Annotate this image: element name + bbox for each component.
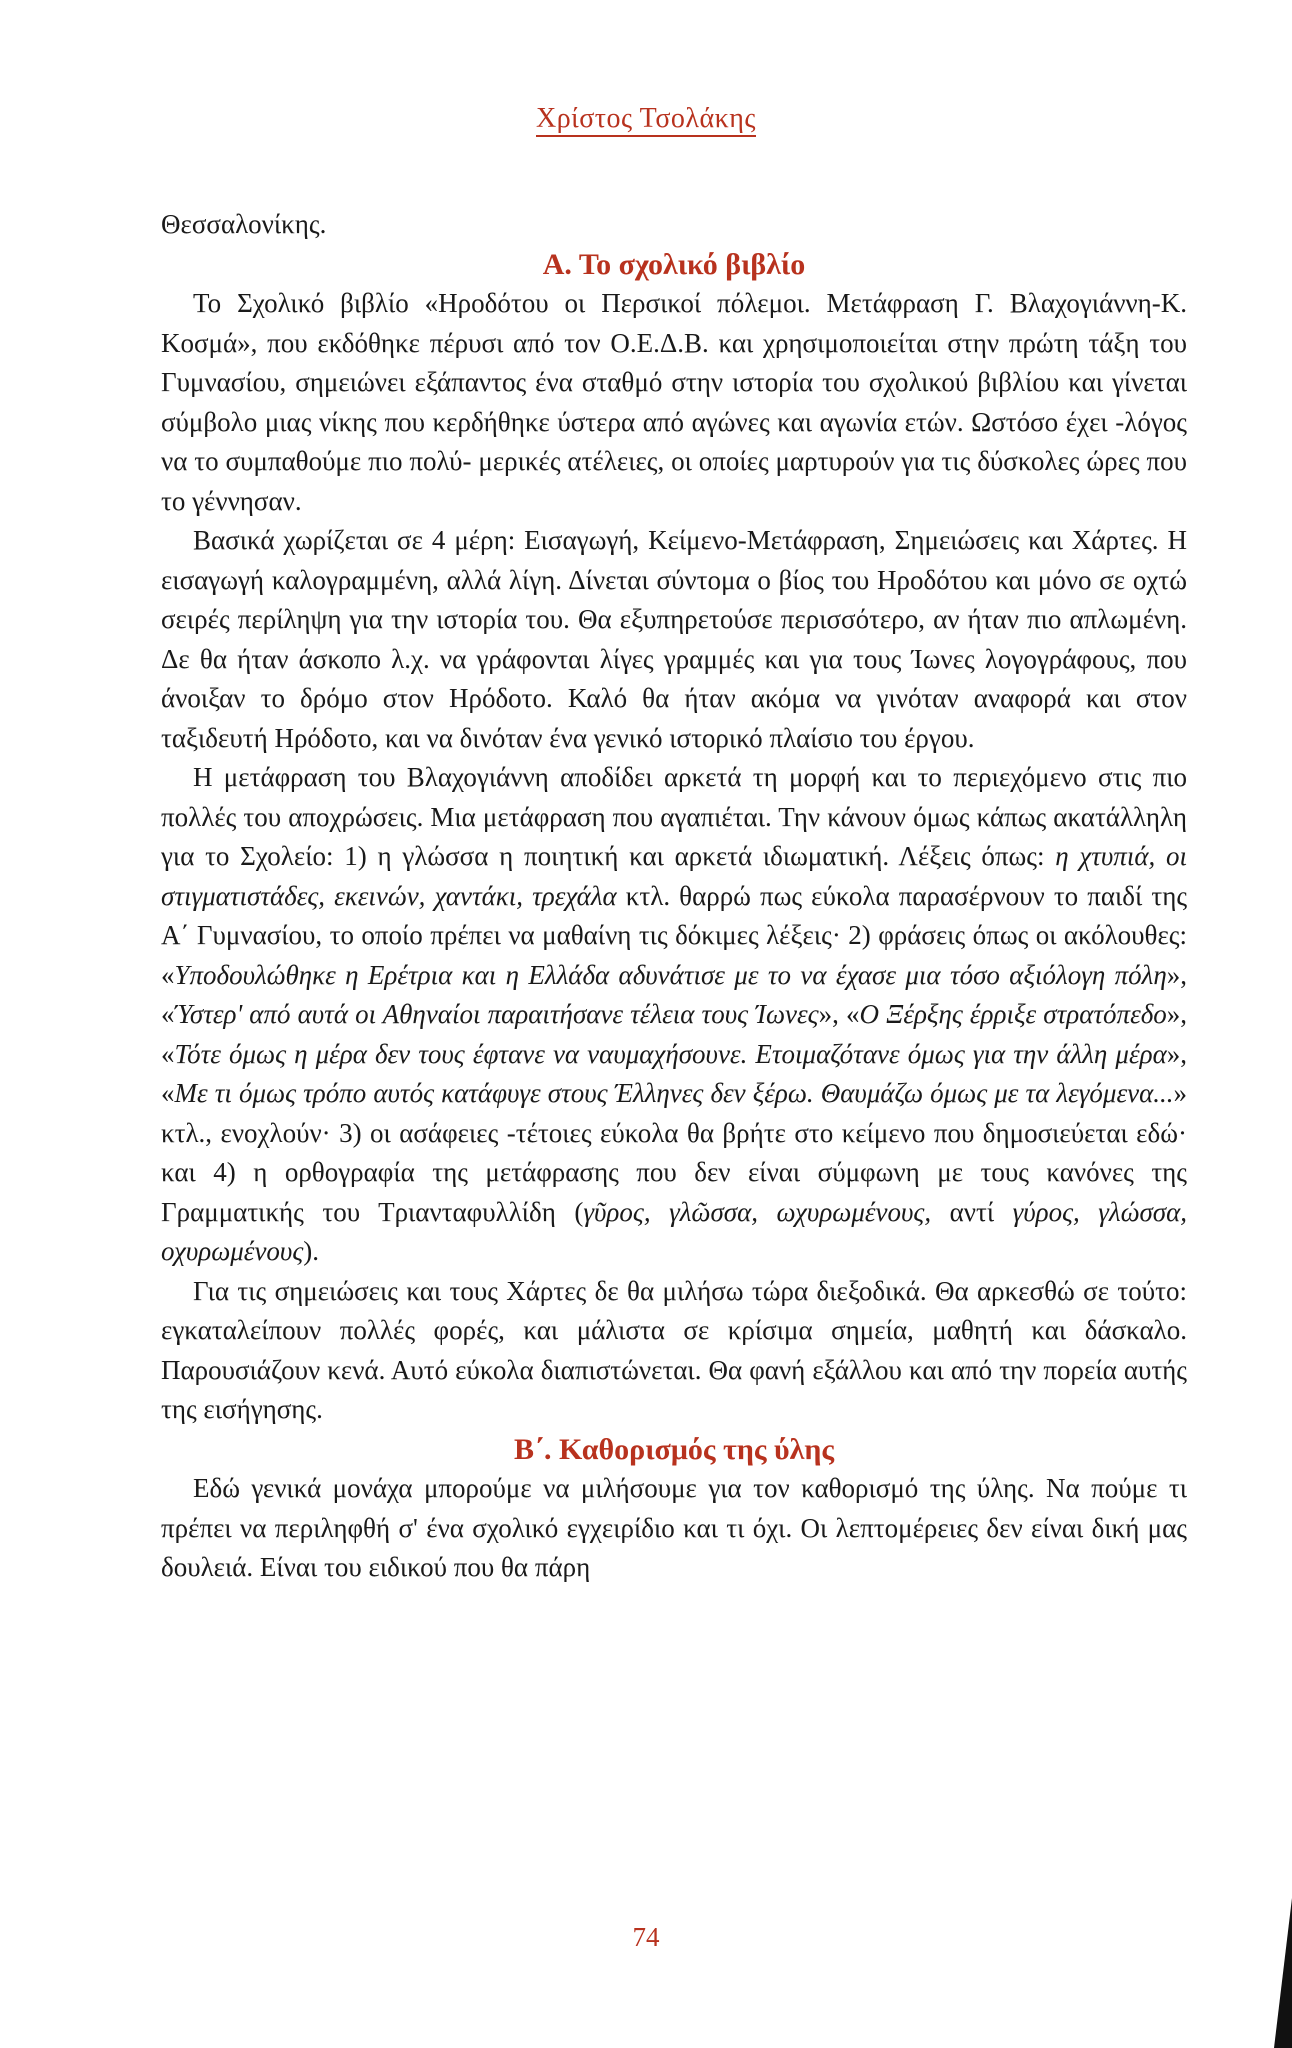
section-a-paragraph-3 [161, 758, 1187, 1272]
page-number: 74 [632, 1922, 660, 1952]
section-a-paragraph-4: Για τις σημειώσεις και τους Χάρτες δε θα μιλήσω τώρα διεξοδικά. Θα αρκεσθώ σε τούτο: εγκαταλείπουν πολλές φορές, και μάλιστα σε κρίσιμα σημεία, μαθητή και δάσκαλο. Παρουσιάζουν κενά. Αυτό εύκολα διαπιστώνεται. Θα φανή εξάλλου και από την πορεία αυτής της εισήγησης. [161, 1275, 1187, 1424]
section-b-paragraph-1: Εδώ γενικά μονάχα μπορούμε να μιλήσουμε για τον καθορισμό της ύλης. Να πούμε τι πρέπει να περιληφθή σ' ένα σχολικό εγχειρίδιο και τι όχι. Οι λεπτομέρειες δεν είναι δική μας δουλειά. Είναι του ειδικού που θα πάρη [161, 1473, 1187, 1582]
section-a-heading: Α. Το σχολικό βιβλίο [542, 247, 806, 281]
p3-text-6: », « [161, 1038, 1187, 1108]
running-head [0, 103, 1292, 135]
p3-text-7: » κτλ., ενοχλούν· 3) οι ασάφειες -τέτοιες εύκολα θα βρήτε στο κείμενο που δημοσιεύεται εδώ· και 4) η ορθογραφία της μετάφρασης που δεν είναι σύμφωνη με τους κανόνες της Γραμματικής του Τριανταφυλλίδη ( [161, 1078, 1187, 1227]
section-b-heading: Β΄. Καθορισμός της ύλης [513, 1432, 835, 1466]
p3-italic-quote-4: Τότε όμως η μέρα δεν τους έφτανε να ναυμαχήσουνε. Ετοιμαζότανε όμως για την άλλη μέρα [174, 1038, 1167, 1069]
p3-italic-spellings-old: γῦρος, γλῶσσα, ωχυρωμένους, [583, 1196, 932, 1227]
p3-text-1: Η μετάφραση του Βλαχογιάννη αποδίδει αρκετά τη μορφή και το περιεχόμενο στις πιο πολλές του αποχρώσεις. Μια μετάφραση που αγαπιέται. Την κάνουν όμως κάπως ακατάλληλη για το Σχολείο: 1) η γλώσσα η ποιητική και αρκετά ιδιωματική. Λέξεις όπως: [161, 762, 1187, 871]
p3-italic-words: η χτυπιά, οι στιγματιστάδες, εκεινών, χαντάκι, τρεχάλα [161, 841, 1187, 911]
p3-italic-quote-1: Υποδουλώθηκε η Ερέτρια και η Ελλάδα αδυνάτισε με το να έχασε μια τόσο αξιόλογη πόλη [174, 959, 1167, 990]
p3-text-2: κτλ. θαρρώ πως εύκολα παρασέρνουν το παιδί της Α΄ Γυμνασίου, το οποίο πρέπει να μαθαίνη τις δόκιμες λέξεις· 2) φράσεις όπως οι ακόλουθες: « [161, 880, 1188, 990]
p3-italic-quote-2: Ύστερ' από αυτά οι Αθηναίοι παραιτήσανε τέλεια τους Ίωνες [174, 999, 819, 1029]
p3-text-5: », « [161, 999, 1188, 1069]
section-a-paragraph-1: Το Σχολικό βιβλίο «Ηροδότου οι Περσικοί πόλεμοι. Μετάφραση Γ. Βλαχογιάννη-Κ. Κοσμά», που εκδόθηκε πέρυσι από τον Ο.Ε.Δ.Β. και χρησιμοποιείται στην πρώτη τάξη του Γυμνασίου, σημειώνει εξάπαντος ένα σταθμό στην ιστορία του σχολικού βιβλίου και γίνεται σύμβολο μιας νίκης που κερδήθηκε ύστερα από αγώνες και αγωνία ετών. Ωστόσο έχει -λόγος να το συμπαθούμε πιο πολύ- μερικές ατέλειες, οι οποίες μαρτυρούν για τις δύσκολες ώρες που το γέννησαν. [161, 288, 1187, 516]
p3-italic-quote-3: Ο Ξέρξης έρριξε στρατόπεδο [859, 999, 1167, 1029]
running-head-author: Χρίστος Τσολάκης [536, 103, 756, 137]
p3-text-3: », « [161, 959, 1187, 1029]
p3-text-4: », « [818, 999, 860, 1029]
main-text [161, 205, 1187, 1588]
p3-italic-spellings-new: γύρος, γλώσσα, οχυρωμένους [161, 1196, 1187, 1266]
p3-text-8: αντί [931, 1196, 1013, 1227]
scan-corner-mark [1274, 1898, 1292, 2048]
section-a-paragraph-2: Βασικά χωρίζεται σε 4 μέρη: Εισαγωγή, Κείμενο-Μετάφραση, Σημειώσεις και Χάρτες. Η εισαγωγή καλογραμμένη, αλλά λίγη. Δίνεται σύντομα ο βίος του Ηροδότου και μόνο σε οχτώ σειρές περίληψη για την ιστορία του. Θα εξυπηρετούσε περισσότερο, αν ήταν πιο απλωμένη. Δε θα ήταν άσκοπο λ.χ. να γράφονται λίγες γραμμές και για τους Ίωνες λογογράφους, που άνοιξαν το δρόμο στον Ηρόδοτο. Καλό θα ήταν ακόμα να γινόταν αναφορά και στον ταξιδευτή Ηρόδοτο, και να δινόταν ένα γενικό ιστορικό πλαίσιο του έργου. [161, 525, 1187, 753]
p3-text-9: ). [303, 1236, 320, 1266]
p3-italic-quote-5: Με τι όμως τρόπο αυτός κατάφυγε στους Έλληνες δεν ξέρω. Θαυμάζω όμως με τα λεγόμενα... [174, 1078, 1174, 1108]
top-line: Θεσσαλονίκης. [161, 209, 327, 239]
